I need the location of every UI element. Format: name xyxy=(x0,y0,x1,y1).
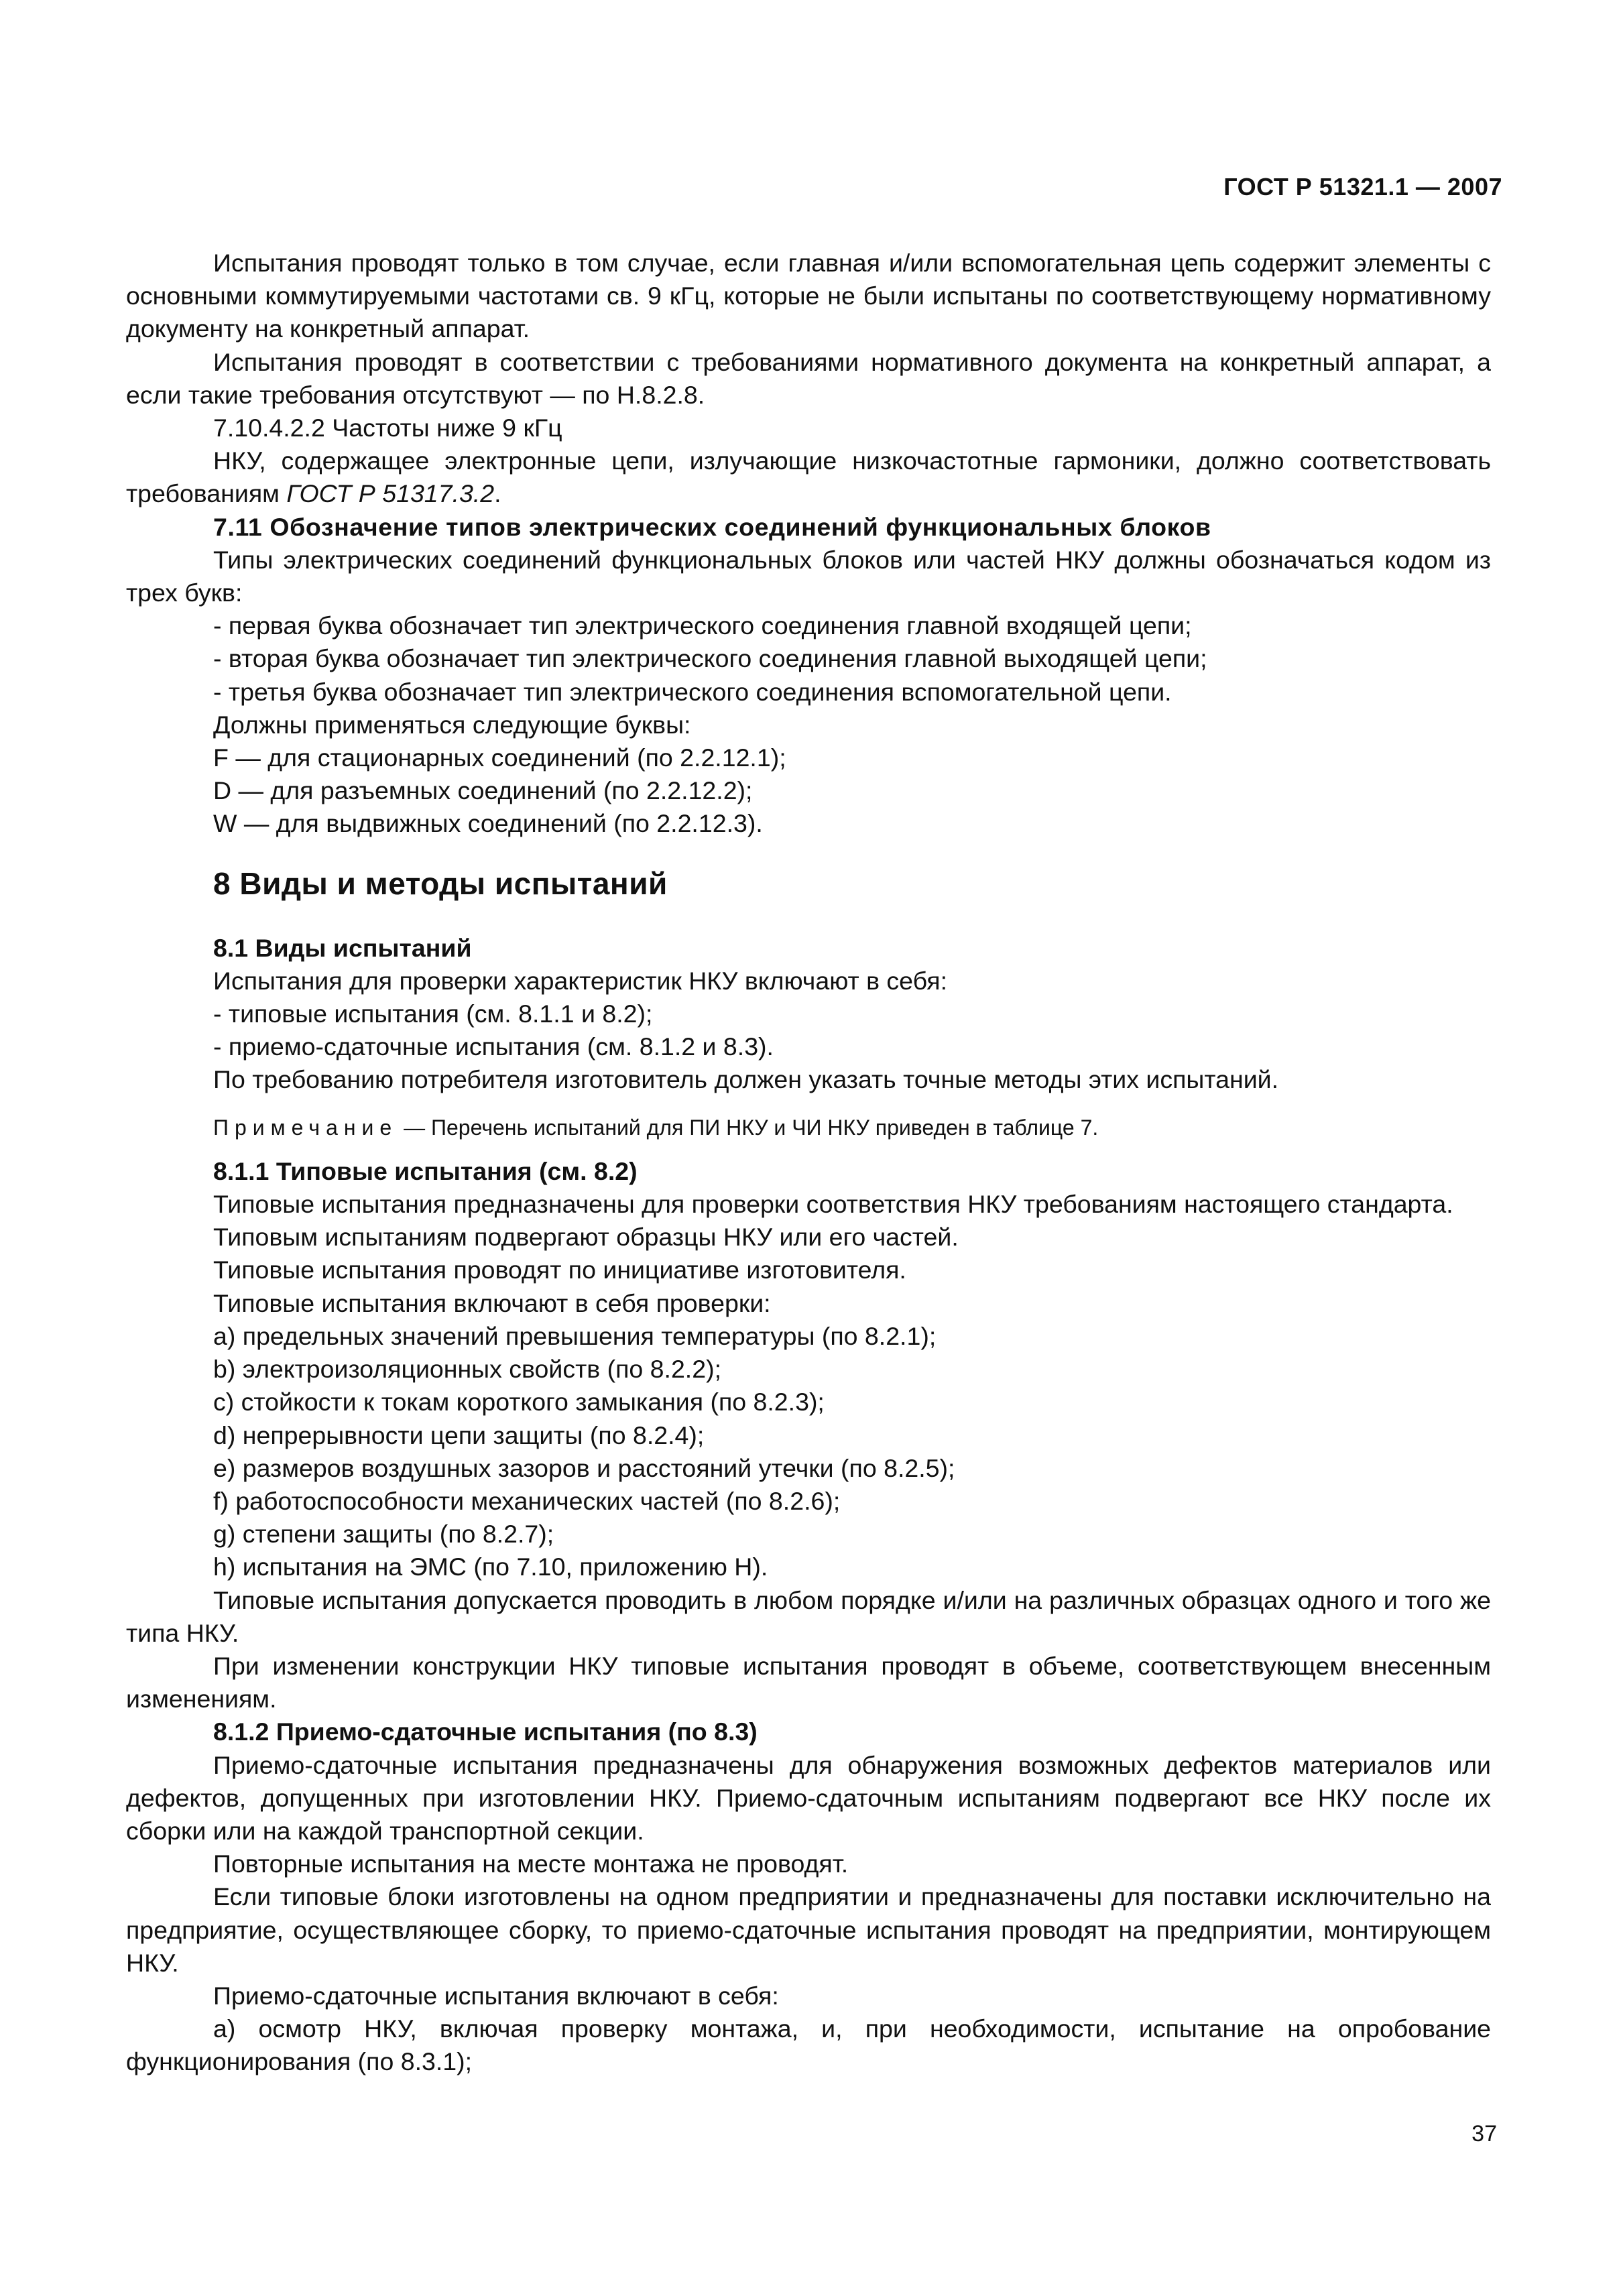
list-item: a) предельных значений превышения температуры (по 8.2.1); xyxy=(213,1321,937,1350)
page-number: 37 xyxy=(1471,2121,1497,2147)
paragraph: Типовым испытаниям подвергают образцы НКУ или его частей. xyxy=(213,1223,959,1252)
paragraph: Приемо-сдаточные испытания включают в себя: xyxy=(213,1981,779,2010)
document-header: ГОСТ Р 51321.1 — 2007 xyxy=(1223,173,1502,200)
paragraph-text: НКУ, содержащее электронные цепи, излучающие низкочастотные гармоники, должно соответствовать требованиям xyxy=(126,446,1491,508)
section-heading-8-1-2: 8.1.2 Приемо-сдаточные испытания (по 8.3) xyxy=(213,1717,758,1746)
list-item: e) размеров воздушных зазоров и расстояний утечки (по 8.2.5); xyxy=(213,1453,955,1482)
paragraph: При изменении конструкции НКУ типовые испытания проводят в объеме, соответствующем внесенным изменениям. xyxy=(126,1651,1491,1713)
section-heading-8-1-1: 8.1.1 Типовые испытания (см. 8.2) xyxy=(213,1156,638,1185)
paragraph: Типовые испытания включают в себя проверки: xyxy=(213,1288,771,1317)
list-item: b) электроизоляционных свойств (по 8.2.2); xyxy=(213,1355,721,1384)
note xyxy=(126,1111,1491,1144)
paragraph: Приемо-сдаточные испытания предназначены для обнаружения возможных дефектов материалов или дефектов, допущенных при изготовлении НКУ. Приемо-сдаточным испытаниям подвергают все НКУ после их сборки или на каждой транспортной секции. xyxy=(126,1750,1491,1845)
list-item: h) испытания на ЭМС (по 7.10, приложению Н). xyxy=(213,1553,768,1581)
section-heading-8: 8 Виды и методы испытаний xyxy=(213,865,668,901)
list-item: D — для разъемных соединений (по 2.2.12.2); xyxy=(213,776,753,805)
note-text: — Перечень испытаний для ПИ НКУ и ЧИ НКУ приведен в таблице 7. xyxy=(398,1115,1099,1140)
list-item: - приемо-сдаточные испытания (см. 8.1.2 и 8.3). xyxy=(213,1032,774,1061)
list-item: - типовые испытания (см. 8.1.1 и 8.2); xyxy=(213,1000,653,1028)
list-item: g) степени защиты (по 8.2.7); xyxy=(213,1520,554,1549)
list-item: W — для выдвижных соединений (по 2.2.12.3). xyxy=(213,809,763,838)
list-item: - первая буква обозначает тип электрического соединения главной входящей цепи; xyxy=(213,611,1192,640)
paragraph: Типовые испытания предназначены для проверки соответствия НКУ требованиям настоящего стандарта. xyxy=(213,1190,1453,1219)
paragraph: По требованию потребителя изготовитель должен указать точные методы этих испытаний. xyxy=(213,1065,1279,1094)
list-item: d) непрерывности цепи защиты (по 8.2.4); xyxy=(213,1421,705,1449)
paragraph: Типы электрических соединений функциональных блоков или частей НКУ должны обозначаться кодом из трех букв: xyxy=(126,545,1491,607)
paragraph: Если типовые блоки изготовлены на одном предприятии и предназначены для поставки исключительно на предприятие, осуществляющее сборку, то приемо-сдаточные испытания проводят на предприятии, монтирующем НКУ. xyxy=(126,1882,1491,1977)
note-label: Примечание xyxy=(213,1115,398,1140)
list-item: F — для стационарных соединений (по 2.2.12.1); xyxy=(213,743,786,772)
section-heading-7-11: 7.11 Обозначение типов электрических соединений функциональных блоков xyxy=(213,512,1211,541)
paragraph: Повторные испытания на месте монтажа не проводят. xyxy=(213,1850,849,1878)
paragraph: Должны применяться следующие буквы: xyxy=(213,710,691,739)
section-heading-8-1: 8.1 Виды испытаний xyxy=(213,933,472,962)
paragraph: Испытания проводят только в том случае, если главная и/или вспомогательная цепь содержит элементы с основными коммутируемыми частотами св. 9 кГц, которые не были испытаны по соответствующему нормативному документу на конкретный аппарат. xyxy=(126,249,1491,343)
standard-reference: ГОСТ Р 51317.3.2 xyxy=(286,479,495,508)
list-item: - вторая буква обозначает тип электрического соединения главной выходящей цепи; xyxy=(213,644,1207,673)
list-item: f) работоспособности механических частей (по 8.2.6); xyxy=(213,1486,841,1515)
paragraph: Типовые испытания проводят по инициативе изготовителя. xyxy=(213,1256,906,1284)
list-item: c) стойкости к токам короткого замыкания (по 8.2.3); xyxy=(213,1388,825,1416)
paragraph xyxy=(126,444,1491,510)
paragraph: Испытания для проверки характеристик НКУ включают в себя: xyxy=(213,966,947,995)
document-body xyxy=(126,247,1491,2079)
list-item: - третья буква обозначает тип электрического соединения вспомогательной цепи. xyxy=(213,677,1172,706)
paragraph: Типовые испытания допускается проводить в любом порядке и/или на различных образцах одного и того же типа НКУ. xyxy=(126,1585,1491,1647)
paragraph: Испытания проводят в соответствии с требованиями нормативного документа на конкретный аппарат, а если такие требования отсутствуют — по Н.8.2.8. xyxy=(126,347,1491,409)
list-item: a) осмотр НКУ, включая проверку монтажа, и, при необходимости, испытание на опробование функционирования (по 8.3.1); xyxy=(126,2014,1491,2076)
paragraph-text: . xyxy=(494,479,501,508)
paragraph: 7.10.4.2.2 Частоты ниже 9 кГц xyxy=(213,414,562,442)
